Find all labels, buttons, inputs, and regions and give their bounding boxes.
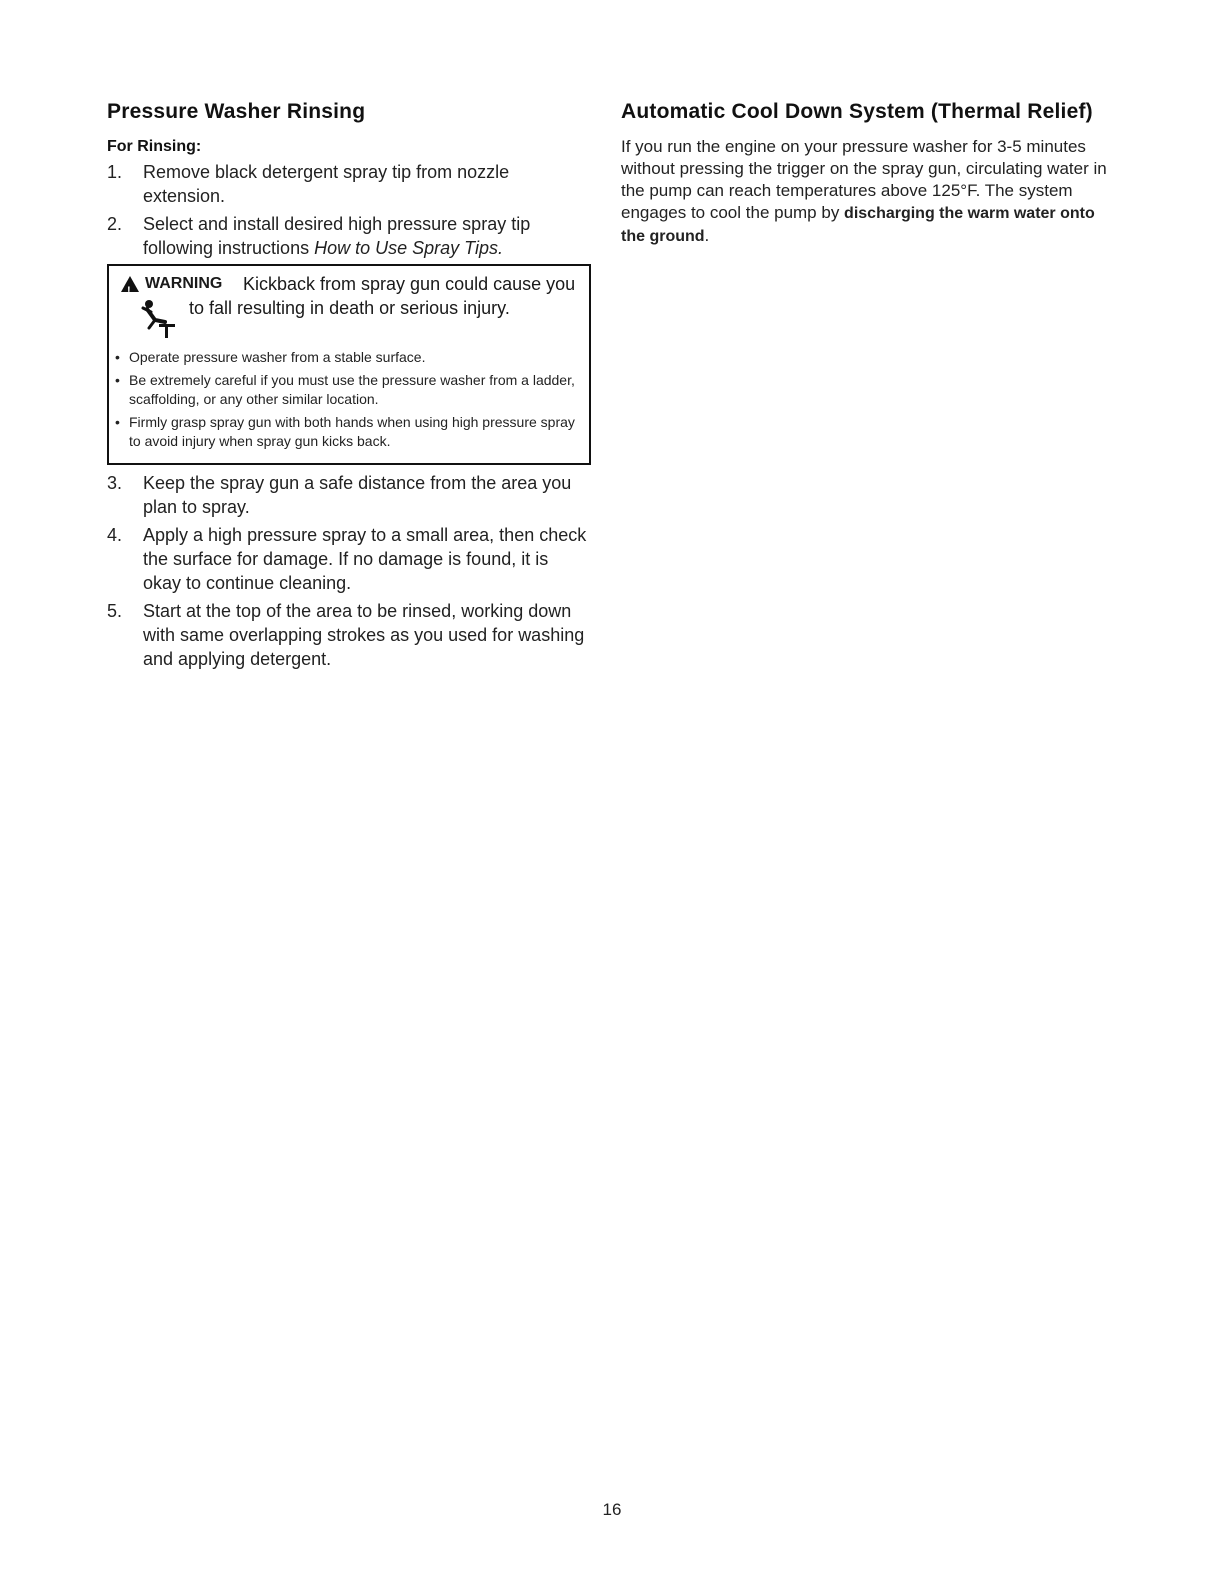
warning-header [113,272,579,348]
subtitle-for-rinsing: For Rinsing: [107,138,202,155]
warning-bullet [113,413,579,451]
left-column [107,100,591,675]
section-title-rinsing: Pressure Washer Rinsing [107,100,366,123]
step-number: 3. [107,473,123,493]
warning-message-line1: Kickback from spray gun could cause you [243,274,576,294]
right-column [621,100,1111,248]
warning-box [107,264,591,465]
step-3 [107,471,591,519]
step-number: 1. [107,162,123,182]
warning-message-line2: to fall resulting in death or serious injury. [189,298,510,318]
warning-triangle-icon [121,276,139,292]
section-title-cool-down: Automatic Cool Down System (Thermal Relief) [621,100,1093,123]
step-text [143,212,591,260]
step-number: 4. [107,525,123,545]
step-number: 5. [107,601,123,621]
step-text: Remove black detergent spray tip from nozzle extension. [143,162,510,206]
warning-bullet-text: Firmly grasp spray gun with both hands when using high pressure spray to avoid injury when spray gun kicks back. [129,414,575,449]
warning-label-text: WARNING [145,275,223,292]
bullet-dot-icon: • [115,414,120,430]
warning-left [113,272,249,348]
step-text-italic: How to Use Spray Tips. [314,238,503,258]
warning-message [189,272,579,320]
warning-bullet [113,371,579,409]
step-4 [107,523,591,595]
cool-down-end: . [704,226,710,245]
warning-bullet [113,348,579,367]
page-number: 16 [602,1500,622,1519]
step-text: Start at the top of the area to be rinsed, working down with same overlapping strokes as you used for washing and applying detergent. [143,601,585,669]
bullet-dot-icon: • [115,349,120,365]
fall-hazard-icon [139,298,179,342]
warning-label [121,272,222,296]
step-2 [107,212,591,260]
steps-before-warning [107,160,591,260]
step-5 [107,599,591,671]
step-number: 2. [107,214,123,234]
cool-down-text: If you run the engine on your pressure washer for 3-5 minutes without pressing the trigger on the spray gun, circulating water in the pump can reach temperatures above 125°F. The system engages to cool the pump by [621,137,1107,222]
warning-bullet-text: Operate pressure washer from a stable surface. [129,349,426,365]
step-1 [107,160,591,208]
warning-bullets [113,348,579,451]
step-text: Apply a high pressure spray to a small area, then check the surface for damage. If no damage is found, it is okay to continue cleaning. [143,525,587,593]
cool-down-paragraph [621,136,1111,248]
steps-after-warning [107,471,591,671]
step-text-plain: Select and install desired high pressure spray tip following instructions [143,214,531,258]
warning-bullet-text: Be extremely careful if you must use the pressure washer from a ladder, scaffolding, or any other similar location. [129,372,575,407]
bullet-dot-icon: • [115,372,120,388]
cool-down-bold-text: discharging the warm water onto the ground [621,205,1095,245]
step-text: Keep the spray gun a safe distance from the area you plan to spray. [143,473,572,517]
